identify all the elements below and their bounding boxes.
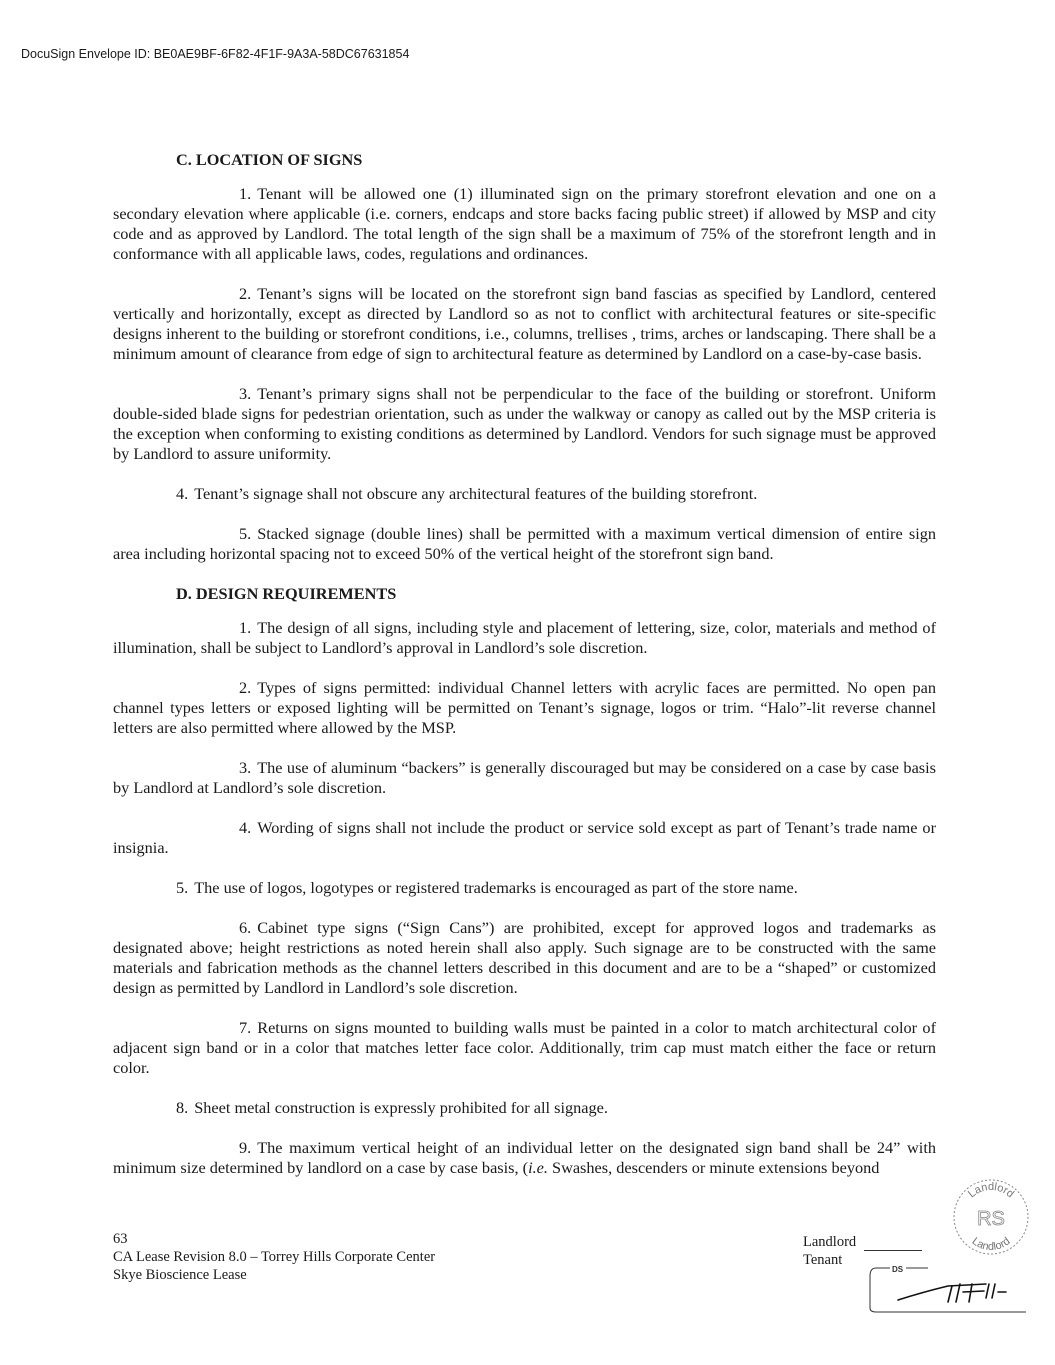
signature-ds-tag: DS: [892, 1265, 904, 1274]
section-d-item-2: 2. Types of signs permitted: individual Channel letters with acrylic faces are permitted. No open pan channel types letters or exposed lighting will be permitted on Tenant’s signage, logos or trim. “Halo”-lit reverse channel letters are also permitted where allowed by the MSP.: [113, 678, 936, 737]
section-d-item-3: 3. The use of aluminum “backers” is generally discouraged but may be considered on a case by case basis by Landlord at Landlord’s sole discretion.: [113, 758, 936, 797]
section-c-item-5: 5. Stacked signage (double lines) shall be permitted with a maximum vertical dimension of entire sign area including horizontal spacing not to exceed 50% of the vertical height of the storefront sign band.: [113, 524, 936, 563]
footer-left: [113, 1230, 435, 1284]
page-number: 63: [113, 1231, 128, 1247]
landlord-initials-seal: [952, 1178, 1030, 1256]
tenant-signature: [898, 1284, 1006, 1302]
tenant-signature-box: [868, 1262, 1028, 1314]
section-c-item-2: 2. Tenant’s signs will be located on the storefront sign band fascias as specified by Landlord, centered vertically and horizontally, except as directed by Landlord so as not to conflict with architectural features or site-specific designs inherent to the building or storefront conditions, i.e., columns, trellises , trims, arches or landscaping. There shall be a minimum amount of clearance from edge of sign to architectural feature as determined by Landlord on a case-by-case basis.: [113, 284, 936, 363]
section-d-item-4: 4. Wording of signs shall not include the product or service sold except as part of Tenant’s trade name or insignia.: [113, 818, 936, 857]
seal-initials: RS: [977, 1208, 1005, 1230]
section-d-heading: D. DESIGN REQUIREMENTS: [176, 584, 397, 603]
lease-name: Skye Bioscience Lease: [113, 1267, 247, 1283]
document-body: [113, 150, 936, 1198]
section-c-item-1: 1. Tenant will be allowed one (1) illuminated sign on the primary storefront elevation and one on a secondary elevation where applicable (i.e. corners, endcaps and store backs facing public street) if allowed by MSP and city code and as approved by Landlord. The total length of the sign shall be a maximum of 75% of the storefront length and in conformance with all applicable laws, codes, regulations and ordinances.: [113, 184, 936, 263]
section-d-item-5: 5. The use of logos, logotypes or registered trademarks is encouraged as part of the store name.: [176, 878, 798, 897]
landlord-label: Landlord: [803, 1234, 857, 1250]
seal-top-text: Landlord: [965, 1181, 1017, 1201]
section-c-item-4: 4. Tenant’s signage shall not obscure any architectural features of the building storefront.: [176, 484, 758, 503]
section-d-item-9: 9. The maximum vertical height of an individual letter on the designated sign band shall be 24” with minimum size determined by landlord on a case by case basis, (i.e. Swashes, descenders or minute extensions beyond: [113, 1138, 936, 1177]
section-c-item-3: 3. Tenant’s primary signs shall not be perpendicular to the face of the building or storefront. Uniform double-sided blade signs for pedestrian orientation, such as under the walkway or canopy as called out by the MSP criteria is the exception when conforming to existing conditions as determined by Landlord. Vendors for such signage must be approved by Landlord to assure uniformity.: [113, 384, 936, 463]
landlord-initial-line: [864, 1238, 922, 1251]
section-d-item-8: 8. Sheet metal construction is expressly prohibited for all signage.: [176, 1098, 608, 1117]
section-d-item-6: 6. Cabinet type signs (“Sign Cans”) are prohibited, except for approved logos and trademarks as designated above; height restrictions as noted herein shall also apply. Such signage are to be constructed with the same materials and fabrication methods as the channel letters described in this document and are to be a “shaped” or customized design as permitted by Landlord in Landlord’s sole discretion.: [113, 918, 936, 997]
tenant-label: Tenant: [803, 1252, 843, 1268]
seal-bottom-text: Landlord: [969, 1235, 1013, 1253]
lease-revision: CA Lease Revision 8.0 – Torrey Hills Corporate Center: [113, 1249, 436, 1265]
docusign-envelope-id: DocuSign Envelope ID: BE0AE9BF-6F82-4F1F-9A3A-58DC67631854: [21, 47, 410, 61]
section-d-item-1: 1. The design of all signs, including style and placement of lettering, size, color, materials and method of illumination, shall be subject to Landlord’s approval in Landlord’s sole discretion.: [113, 618, 936, 657]
section-d-item-7: 7. Returns on signs mounted to building walls must be painted in a color to match architectural color of adjacent sign band or in a color that matches letter face color. Additionally, trim cap must match either the face or return color.: [113, 1018, 936, 1077]
section-c-heading: C. LOCATION OF SIGNS: [176, 150, 363, 169]
